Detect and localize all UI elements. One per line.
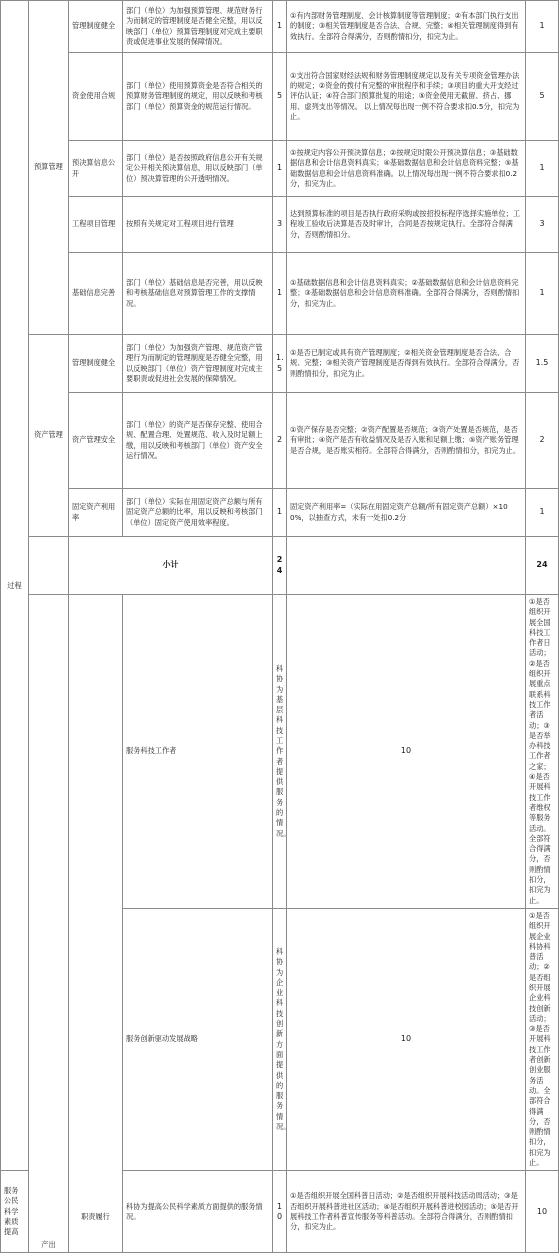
indicator-score: 2: [526, 393, 559, 489]
indicator-desc: 部门（单位）的资产是否保存完整、使用合规、配置合理、处置规范、收入及时足额上缴，用以反映和考核部门（单位）资产安全运行情况。: [123, 393, 273, 489]
indicator-weight: 10: [287, 908, 526, 1170]
subtotal-blank: [29, 537, 69, 595]
group-duty-cell: 职责履行: [69, 595, 123, 1253]
indicator-standard: ①是否组织开展全国科技工作者日活动；②是否组织开展重点联系科技工作者活动；③是否举办科技工作者之家；④是否开展科技工作者维权等服务活动。全部符合得满分，否则酌情扣分，扣完为止。: [526, 595, 559, 909]
indicator-standard: 固定资产利用率=（实际在用固定资产总额/所有固定资产总额）×100%，以抽查方式，未有一处扣0.2分: [287, 489, 526, 537]
indicator-desc: 部门（单位）实际在用固定资产总额与所有固定资产总额的比率，用以反映和考核部门（单位）固定资产使用效率程度。: [123, 489, 273, 537]
indicator-score: 3: [526, 197, 559, 253]
indicator-name: 资产管理安全: [69, 393, 123, 489]
indicator-desc: 科协为基层科技工作者提供服务的情况。: [273, 595, 287, 909]
indicator-name: 服务科技工作者: [123, 595, 273, 909]
indicator-name: 基础信息完善: [69, 253, 123, 335]
indicator-standard: ①资产保存是否完整；②资产配置是否规范；③资产处置是否规范，是否有审批；④资产是否有收益情况及是否入账和足额上缴；⑤资产账务管理是否合规，是否账实相符。全部符合得满分，否则酌情扣分，扣完为止。: [287, 393, 526, 489]
indicator-weight: 1: [273, 1, 287, 53]
table-row: [1, 53, 559, 141]
indicator-score: 1: [526, 1, 559, 53]
indicator-weight: 10: [273, 1171, 287, 1253]
indicator-score: 1.5: [526, 335, 559, 393]
indicator-desc: 科协为企业科技创新方面提供的服务情况。: [273, 908, 287, 1170]
table-row: [1, 489, 559, 537]
indicator-desc: 部门（单位）使用预算资金是否符合相关的预算财务管理制度的规定，用以反映和考核部门（单位）预算资金的规范运行情况。: [123, 53, 273, 141]
indicator-desc: 部门（单位）是否按照政府信息公开有关规定公开相关预决算信息，用以反映部门（单位）预决算管理的公开透明情况。: [123, 141, 273, 197]
indicator-weight: 1: [273, 253, 287, 335]
indicator-name: 服务公民科学素质提高: [1, 1171, 29, 1253]
indicator-name: 固定资产利用率: [69, 489, 123, 537]
indicator-score: 1: [526, 141, 559, 197]
indicator-standard: ①是否已制定或具有资产管理制度；②相关资金管理制度是否合法、合规、完整；③相关资产管理制度是否得到有效执行。全部符合得满分，否则酌情扣分，扣完为止。: [287, 335, 526, 393]
indicator-standard: ①有内部财务管理制度、会计核算制度等管理制度；②有本部门执行支出的制度；③相关管理制度是否合法、合规、完整；④相关管理制度得到有效执行。全部符合得满分，否则酌情扣分，扣完为止。: [287, 1, 526, 53]
indicator-name: 服务创新驱动发展战略: [123, 908, 273, 1170]
subtotal-weight: 24: [273, 537, 287, 595]
indicator-weight: 10: [287, 595, 526, 909]
indicator-weight: 1.5: [273, 335, 287, 393]
table-row: [1, 595, 559, 909]
table-row: [1, 393, 559, 489]
level1-process-cell: 过程: [1, 1, 29, 1171]
indicator-standard: ①基础数据信息和会计信息资料真实；②基础数据信息和会计信息资料完整；③基础数据信息和会计信息资料准确。全部符合得满分，否则酌情扣分，扣完为止。: [287, 253, 526, 335]
indicator-weight: 2: [273, 393, 287, 489]
subtotal-row: [1, 537, 559, 595]
indicator-standard: ①支出符合国家财经法规和财务管理制度规定以及有关专项资金管理办法的规定；②资金的拨付有完整的审批程序和手续；③项目的重大开支经过评估认证；④符合部门预算批复的用途；⑤资金使用无截留、挤占、挪用、虚列支出等情况。 以上情况每出现一例不符合要求扣0.5分，扣完为止。: [287, 53, 526, 141]
group-asset-cell: 资产管理: [29, 335, 69, 537]
indicator-desc: 部门（单位）为加强预算管理、规范财务行为而制定的管理制度是否健全完整，用以反映部门（单位）预算管理制度对完成主要职责或促进事业发展的保障情况。: [123, 1, 273, 53]
indicator-standard: ①按规定内容公开预决算信息；②按规定时限公开预决算信息；③基础数据信息和会计信息资料真实；④基础数据信息和会计信息资料完整；⑤基础数据信息和会计信息资料准确。以上情况每出现一例不符合要求扣0.2分，扣完为止。: [287, 141, 526, 197]
indicator-score: 1: [526, 489, 559, 537]
table-row: [1, 1, 559, 53]
indicator-score: 1: [526, 253, 559, 335]
table-row: [1, 141, 559, 197]
table-row: [1, 197, 559, 253]
indicator-standard: 达到预算标准的项目是否执行政府采购或按招投标程序选择实施单位；工程竣工验收后决算是否及时审计，合同是否按规定执行。全部符合得满分，否则酌情扣分。: [287, 197, 526, 253]
indicator-desc: 部门（单位）基础信息是否完善，用以反映和考核基础信息对预算管理工作的支撑情况。: [123, 253, 273, 335]
indicator-weight: 3: [273, 197, 287, 253]
indicator-name: 资金使用合规: [69, 53, 123, 141]
indicator-standard: ①是否组织开展全国科普日活动；②是否组织开展科技活动周活动；③是否组织开展科普进社区活动；④是否组织开展科普进校园活动；⑤是否开展科技工作者科普宣传服务等科普活动。全部符合得满分，否则酌情扣分，扣完为止。: [287, 1171, 526, 1253]
indicator-name: 预决算信息公开: [69, 141, 123, 197]
indicator-name: 工程项目管理: [69, 197, 123, 253]
indicator-weight: 1: [273, 489, 287, 537]
indicator-desc: 按照有关规定对工程项目进行管理: [123, 197, 273, 253]
indicator-desc: 部门（单位）为加强资产管理、规范资产管理行为而制定的管理制度是否健全完整，用以反映部门（单位）资产管理制度对完成主要职责或促进社会发展的保障情况。: [123, 335, 273, 393]
indicator-score: 10: [526, 1171, 559, 1253]
indicator-standard: ①是否组织开展企业科协科普活动；②是否组织开展企业科技创新活动；③是否开展科技工作者创新创业服务活动。全部符合得满分，否则酌情扣分，扣完为止。: [526, 908, 559, 1170]
indicator-weight: 1: [273, 141, 287, 197]
indicator-score: 5: [526, 53, 559, 141]
subtotal-label: 小计: [69, 537, 273, 595]
level1-output-cell: 产出: [29, 595, 69, 1253]
indicator-desc: 科协为提高公民科学素质方面提供的服务情况。: [123, 1171, 273, 1253]
indicator-name: 管理制度健全: [69, 335, 123, 393]
table-row: [1, 335, 559, 393]
indicator-weight: 5: [273, 53, 287, 141]
table-row: [1, 253, 559, 335]
indicator-name: 管理制度健全: [69, 1, 123, 53]
subtotal-score: 24: [526, 537, 559, 595]
subtotal-standard-blank: [287, 537, 526, 595]
group-budget-cell: 预算管理: [29, 1, 69, 335]
